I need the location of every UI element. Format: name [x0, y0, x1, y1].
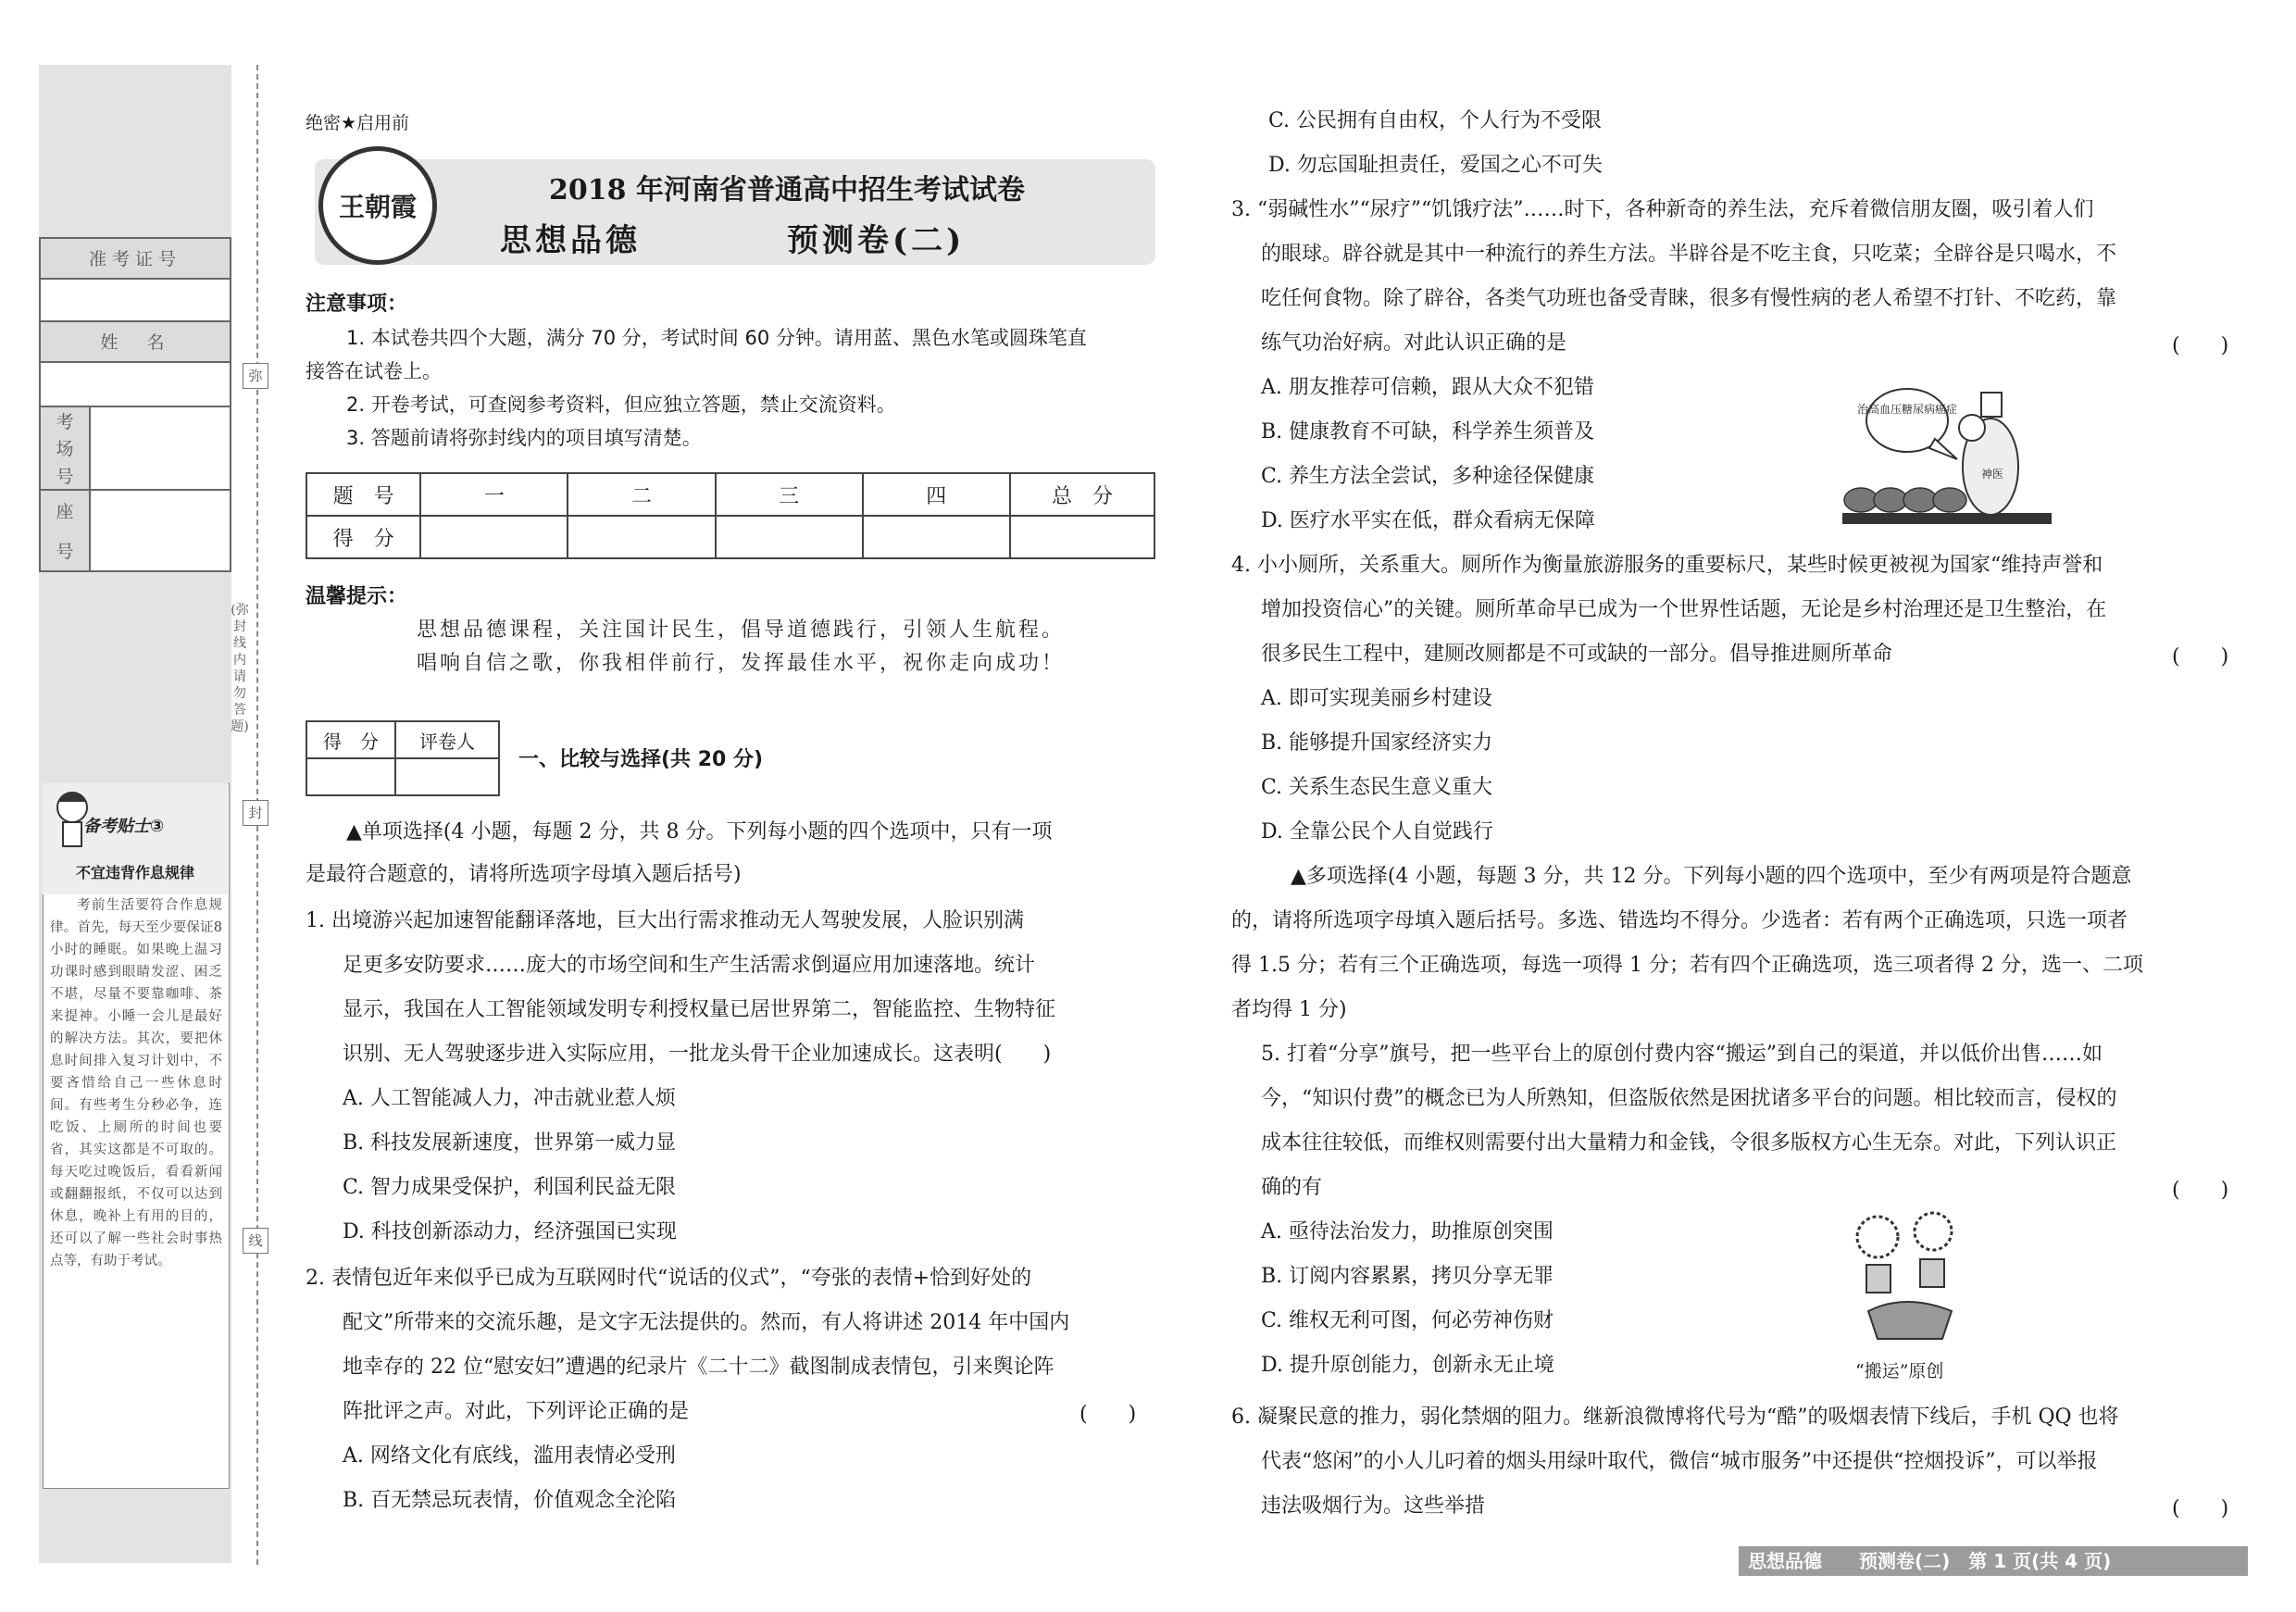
notice-heading: 注意事项：	[306, 293, 408, 316]
q4-answer-paren[interactable]: ( )	[2172, 645, 2229, 669]
grader-box	[306, 720, 500, 796]
score-table	[306, 472, 1155, 559]
name-field[interactable]	[41, 363, 230, 407]
q2-answer-paren[interactable]: ( )	[1079, 1403, 1137, 1426]
q1-option-d[interactable]: D. 科技创新添动力，经济强国已实现	[343, 1220, 677, 1243]
q4-option-a[interactable]: A. 即可实现美丽乡村建设	[1261, 687, 1492, 710]
q2-option-d[interactable]: D. 勿忘国耻担责任，爱国之心不可失	[1268, 154, 1603, 177]
score-cell-2[interactable]	[568, 516, 715, 558]
copyright-carrying-illustration	[1850, 1209, 1970, 1348]
q2-line-1: 2. 表情包近年来似乎已成为互联网时代“说话的仪式”，“夸张的表情+恰到好处的	[306, 1267, 1032, 1290]
tips-line-1: 思想品德课程，关注国计民生，倡导道德践行，引领人生航程。	[417, 619, 1066, 642]
q5-line-3: 成本往往较低，而维权则需要付出大量精力和金钱，令很多版权方心生无奈。对此，下列认识正	[1261, 1131, 2117, 1155]
seal-note: (弥封线内请勿答题)	[231, 603, 249, 734]
q3-line-3: 吃任何食物。除了辟谷，各类气功班也备受青睐，很多有慢性病的老人希望不打针、不吃药，靠	[1261, 287, 2117, 310]
grader-score-field[interactable]	[306, 758, 395, 795]
multi-choice-instructions-4: 者均得 1 分)	[1231, 998, 1347, 1021]
seal-char-3: 线	[243, 1228, 268, 1254]
q2-line-4: 阵批评之声。对此，下列评论正确的是	[343, 1400, 690, 1423]
q3-option-a[interactable]: A. 朋友推荐可信赖，跟从大众不犯错	[1261, 376, 1594, 399]
notice-line-2: 2. 开卷考试，可查阅参考资料，但应独立答题，禁止交流资料。	[346, 394, 896, 416]
tip-badge: 备考贴士③	[83, 817, 165, 836]
q5-figure-caption: “搬运”原创	[1855, 1361, 1944, 1381]
single-choice-instructions-1: ▲单项选择(4 小题，每题 2 分，共 8 分。下列每小题的四个选项中，只有一项	[346, 820, 1053, 843]
q2-option-c[interactable]: C. 公民拥有自由权，个人行为不受限	[1268, 109, 1603, 132]
room-row[interactable]	[41, 407, 230, 491]
q1-line-3: 显示，我国在人工智能领域发明专利授权量已居世界第二，智能监控、生物特征	[343, 998, 1056, 1021]
q5-option-c[interactable]: C. 维权无利可图，何必劳神伤财	[1261, 1309, 1554, 1332]
score-table-col-3: 三	[716, 473, 863, 516]
notice-line-1b: 接答在试卷上。	[306, 360, 442, 382]
q3-answer-paren[interactable]: ( )	[2172, 334, 2229, 357]
score-cell-3[interactable]	[716, 516, 863, 558]
q3-option-c[interactable]: C. 养生方法全尝试，多种途径保健康	[1261, 465, 1595, 488]
grader-name-field[interactable]	[395, 758, 499, 795]
q6-line-1: 6. 凝聚民意的推力，弱化禁烟的阻力。继新浪微博将代号为“酷”的吸烟表情下线后，手机 QQ 也将	[1231, 1406, 2119, 1429]
grader-name-label: 评卷人	[395, 721, 499, 758]
score-table-col-total: 总 分	[1010, 473, 1154, 516]
q4-line-2: 增加投资信心”的关键。厕所革命早已成为一个世界性话题，无论是乡村治理还是卫生整治，在	[1261, 598, 2107, 621]
score-table-header-label: 题 号	[306, 473, 420, 516]
tips-heading: 温馨提示：	[306, 585, 408, 608]
quack-doctor-label: 神医	[1980, 468, 2004, 481]
subject-title: 思想品德	[500, 222, 641, 259]
q2-option-a[interactable]: A. 网络文化有底线，滥用表情必受刑	[343, 1444, 676, 1468]
multi-choice-instructions-1: ▲多项选择(4 小题，每题 3 分，共 12 分。下列每小题的四个选项中，至少有两项是符合题意	[1291, 865, 2132, 888]
section-1-title: 一、比较与选择(共 20 分)	[518, 748, 764, 771]
logo-text: 王朝霞	[338, 192, 417, 222]
q5-line-4: 确的有	[1261, 1176, 1323, 1199]
publisher-logo	[318, 146, 437, 265]
q4-line-1: 4. 小小厕所，关系重大。厕所作为衡量旅游服务的重要标尺，某些时候更被视为国家“维持声誉和	[1231, 554, 2103, 577]
q5-option-b[interactable]: B. 订阅内容累累，拷贝分享无罪	[1261, 1265, 1554, 1288]
q4-option-d[interactable]: D. 全靠公民个人自觉践行	[1261, 820, 1493, 843]
q6-line-2: 代表“悠闲”的小人儿叼着的烟头用绿叶取代，微信“城市服务”中还提供“控烟投诉”，可以举报	[1261, 1450, 2098, 1473]
tip-title: 不宜违背作息规律	[75, 864, 194, 881]
q3-line-2: 的眼球。辟谷就是其中一种流行的养生方法。半辟谷是不吃主食，只吃菜；全辟谷是只喝水，不	[1261, 243, 2117, 266]
multi-choice-instructions-2: 的，请将所选项字母填入题后括号。多选、错选均不得分。少选者：若有两个正确选项，只选一项者	[1231, 909, 2128, 932]
q5-line-1: 5. 打着“分享”旗号，把一些平台上的原创付费内容“搬运”到自己的渠道，并以低价出售……如	[1261, 1043, 2103, 1066]
exam-no-label: 准考证号	[41, 239, 230, 280]
seal-char-1: 弥	[243, 363, 268, 389]
q5-option-a[interactable]: A. 亟待法治发力，助推原创突围	[1261, 1220, 1554, 1243]
q3-option-b[interactable]: B. 健康教育不可缺，科学养生须普及	[1261, 420, 1595, 444]
q2-line-2: 配文”所带来的交流乐趣，是文字无法提供的。然而，有人将讲述 2014 年中国内	[343, 1311, 1070, 1334]
q1-option-b[interactable]: B. 科技发展新速度，世界第一威力显	[343, 1131, 677, 1155]
q1-option-c[interactable]: C. 智力成果受保护，利国利民益无限	[343, 1176, 677, 1199]
score-table-col-4: 四	[863, 473, 1010, 516]
score-cell-1[interactable]	[420, 516, 568, 558]
page-footer	[1739, 1546, 2248, 1576]
footer-text: 思想品德 预测卷(二) 第 1 页(共 4 页)	[1748, 1550, 2112, 1572]
score-table-row-label: 得 分	[306, 516, 420, 558]
q3-line-1: 3. “弱碱性水”“尿疗”“饥饿疗法”……时下，各种新奇的养生法，充斥着微信朋友圈，吸引着人们	[1231, 198, 2094, 221]
score-table-col-1: 一	[420, 473, 568, 516]
q6-answer-paren[interactable]: ( )	[2172, 1497, 2229, 1520]
tip-text: 考前生活要符合作息规律。首先，每天至少要保证8小时的睡眠。如果晚上温习功课时感到眼睛发涩、困乏不堪，尽量不要靠咖啡、茶来提神。小睡一会儿是最好的解决方法。其次，要把休息时间排入复习计划中，不要吝惜给自己一些休息时间。有些考生分秒必争，连吃饭、上厕所的时间也要省，其实这都是不可取的。每天吃过晚饭后，看看新闻或翻翻报纸，不仅可以达到休息，晚补上有用的目的，还可以了解一些社会时事热点等，有助于考试。	[50, 898, 222, 1268]
notice-line-1a: 1. 本试卷共四个大题，满分 70 分，考试时间 60 分钟。请用蓝、黑色水笔或圆珠笔直	[346, 327, 1087, 349]
score-cell-4[interactable]	[863, 516, 1010, 558]
grader-score-label: 得 分	[306, 721, 395, 758]
q2-line-3: 地幸存的 22 位“慰安妇”遭遇的纪录片《二十二》截图制成表情包，引来舆论阵	[343, 1356, 1054, 1379]
notice-line-3: 3. 答题前请将弥封线内的项目填写清楚。	[346, 427, 702, 449]
q1-option-a[interactable]: A. 人工智能减人力，冲击就业惹人烦	[343, 1087, 676, 1110]
q4-line-3: 很多民生工程中，建厕改厕都是不可或缺的一部分。倡导推进厕所革命	[1261, 643, 1893, 666]
exam-no-field[interactable]	[41, 280, 230, 322]
tips-line-2: 唱响自信之歌，你我相伴前行，发挥最佳水平，祝你走向成功！	[417, 652, 1066, 675]
q1-line-2: 足更多安防要求……庞大的市场空间和生产生活需求倒逼应用加速落地。统计	[343, 954, 1036, 977]
seat-row[interactable]	[41, 491, 230, 570]
quack-doctor-illustration	[1842, 374, 2052, 526]
q3-option-d[interactable]: D. 医疗水平实在低，群众看病无保障	[1261, 509, 1595, 532]
q5-answer-paren[interactable]: ( )	[2172, 1179, 2229, 1202]
seat-label: 座 号	[41, 491, 91, 570]
score-cell-total[interactable]	[1010, 516, 1154, 558]
q3-line-4: 练气功治好病。对此认识正确的是	[1261, 331, 1567, 355]
single-choice-instructions-2: 是最符合题意的，请将所选项字母填入题后括号)	[306, 863, 742, 886]
candidate-info-box	[39, 237, 231, 572]
q5-option-d[interactable]: D. 提升原创能力，创新永无止境	[1261, 1354, 1554, 1377]
multi-choice-instructions-3: 得 1.5 分；若有三个正确选项，每选一项得 1 分；若有四个正确选项，选三项者得 2 分，选一、二项	[1231, 954, 2143, 977]
quack-bubble-text: 治高血压糖尿病癌症	[1856, 403, 1958, 416]
q1-line-1: 1. 出境游兴起加速智能翻译落地，巨大出行需求推动无人驾驶发展，人脸识别满	[306, 909, 1024, 932]
confidential-label: 绝密★启用前	[306, 113, 410, 133]
name-label: 姓 名	[41, 322, 230, 363]
score-table-col-2: 二	[568, 473, 715, 516]
q6-line-3: 违法吸烟行为。这些举措	[1261, 1494, 1486, 1518]
seal-char-2: 封	[243, 800, 268, 826]
q4-option-b[interactable]: B. 能够提升国家经济实力	[1261, 731, 1493, 755]
q2-option-b[interactable]: B. 百无禁忌玩表情，价值观念全沦陷	[343, 1489, 677, 1512]
paper-title: 预测卷(二)	[787, 222, 966, 259]
q4-option-c[interactable]: C. 关系生态民生意义重大	[1261, 776, 1493, 799]
exam-title: 2018 年河南省普通高中招生考试试卷	[549, 174, 1025, 206]
room-label: 考 场 号	[41, 407, 91, 489]
q1-line-4: 识别、无人驾驶逐步进入实际应用，一批龙头骨干企业加速成长。这表明( )	[343, 1043, 1052, 1066]
q5-line-2: 今，“知识付费”的概念已为人所熟知，但盗版依然是困扰诸多平台的问题。相比较而言，侵权的	[1261, 1087, 2117, 1110]
